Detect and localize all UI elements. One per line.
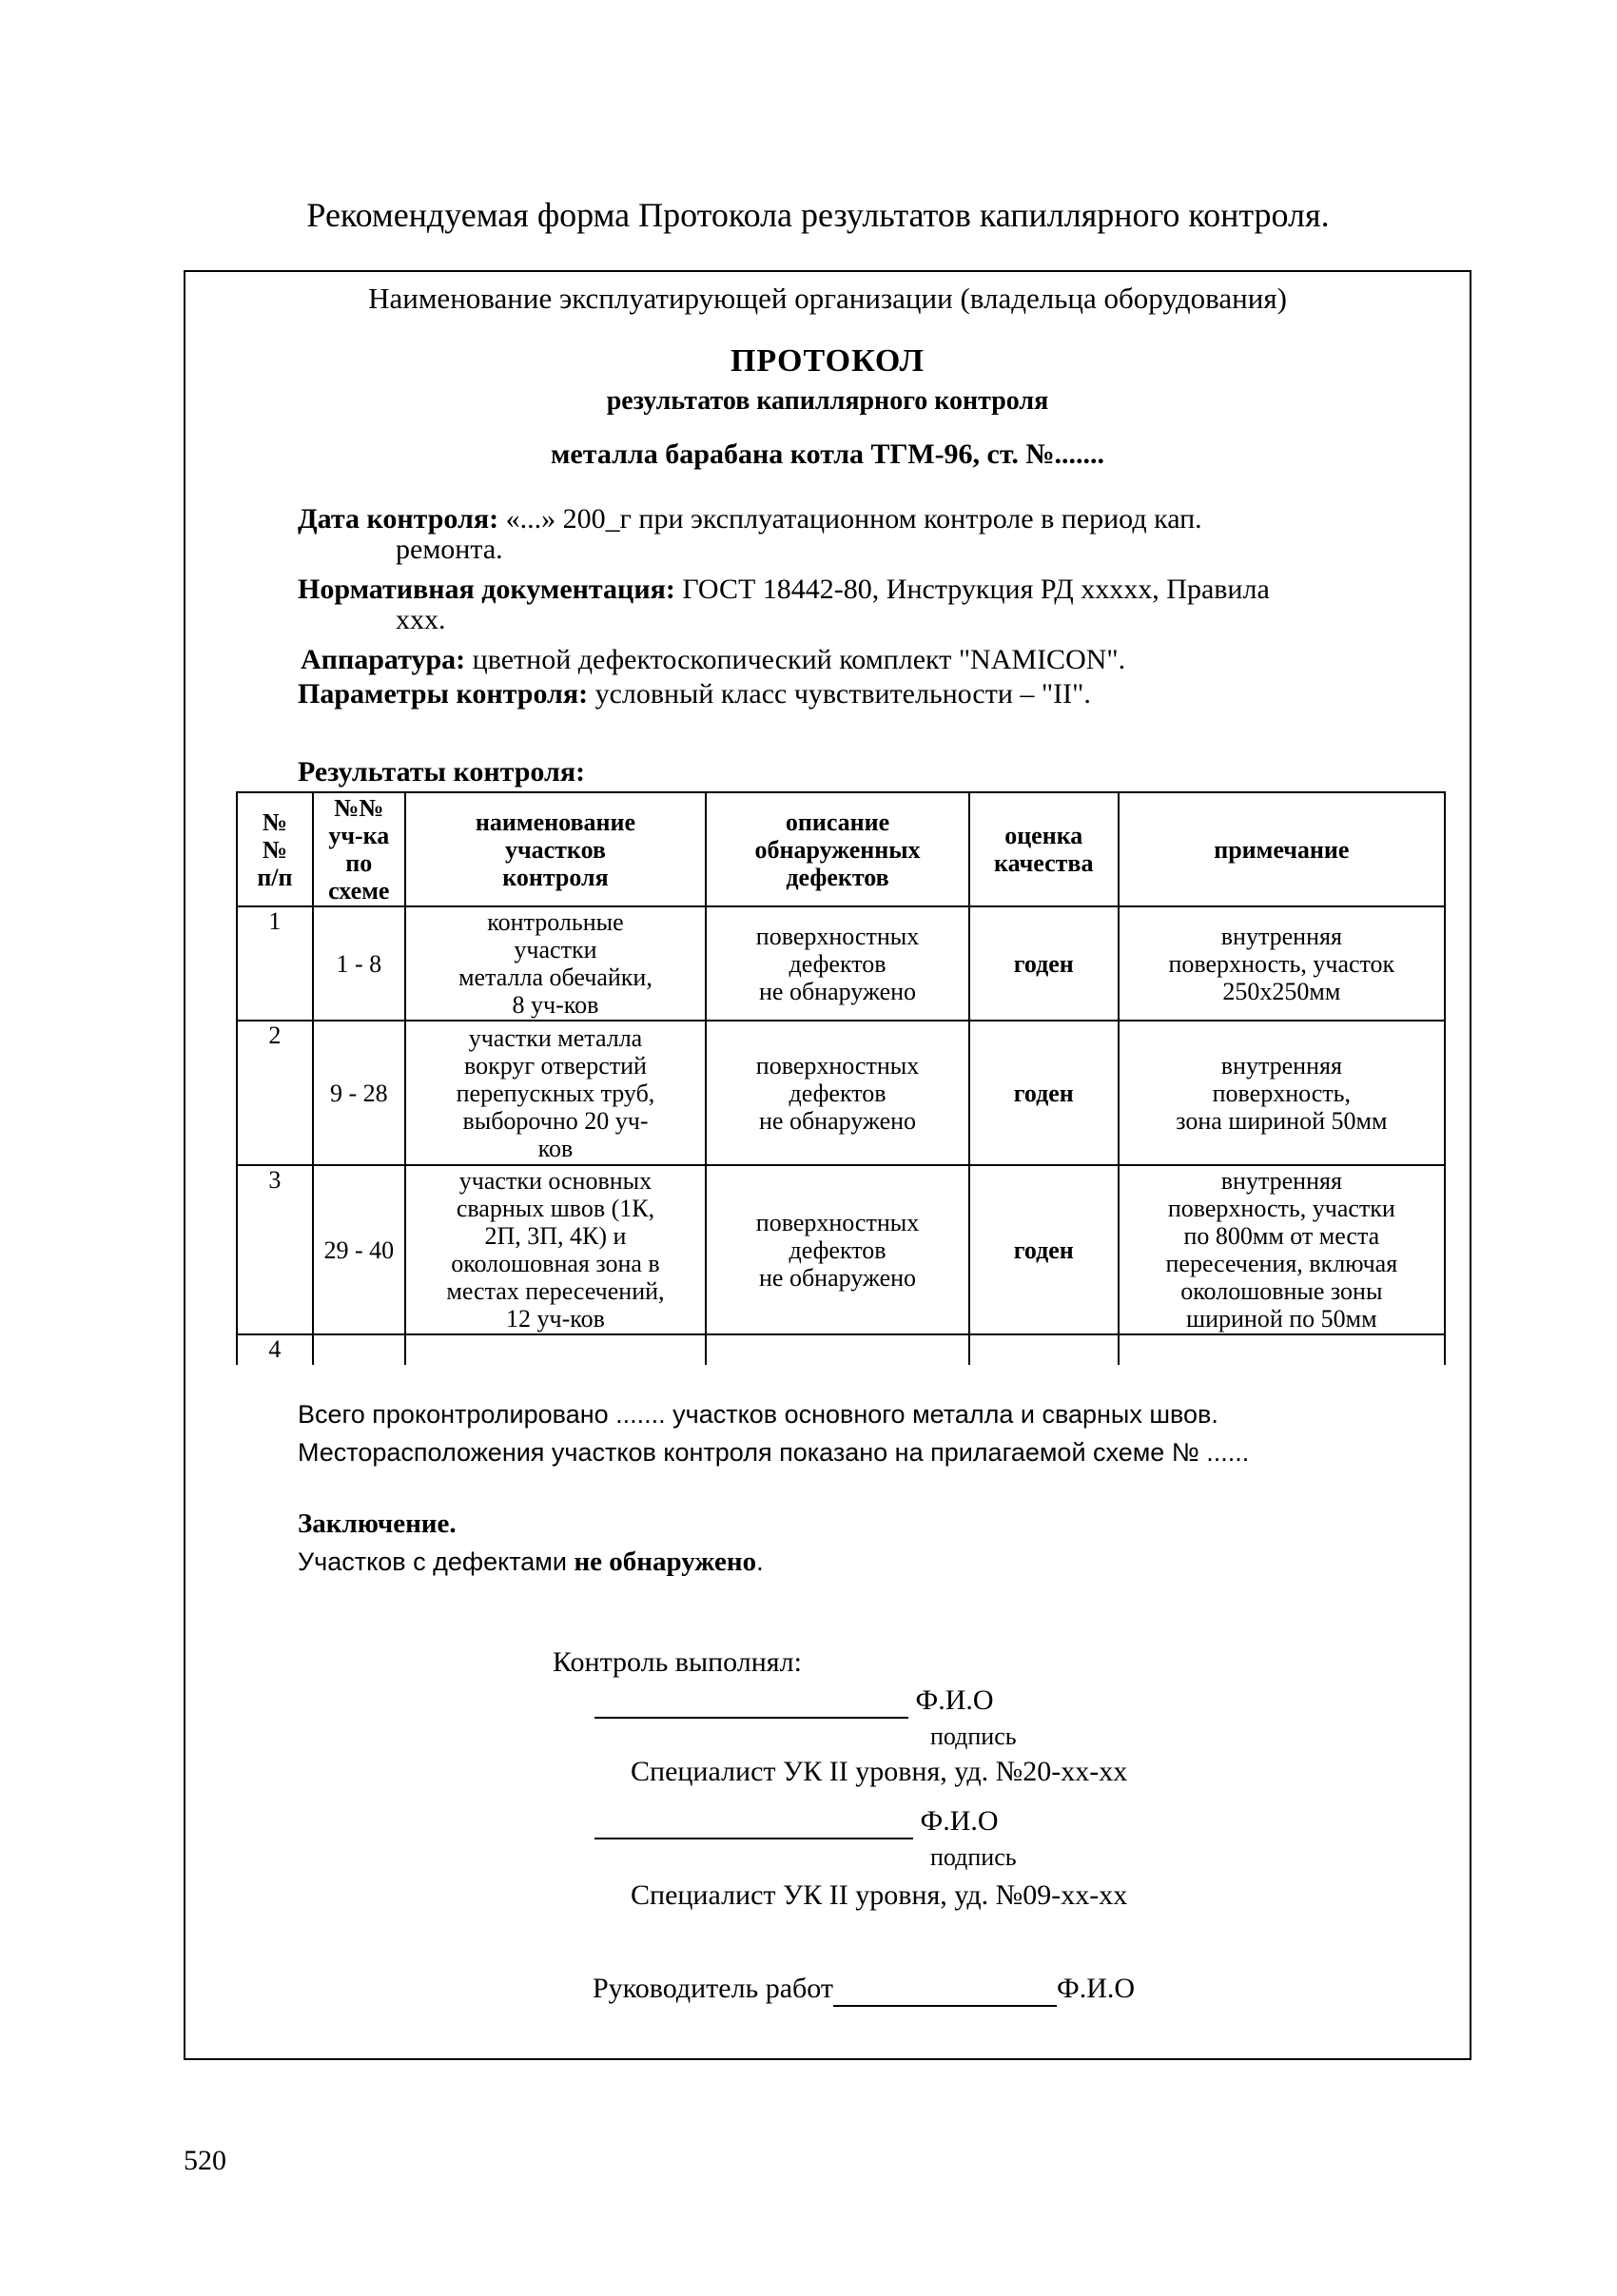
table-row (237, 906, 1445, 1021)
cell-line: по (345, 849, 373, 877)
control-date-label: Дата контроля: (298, 503, 499, 535)
cell-line: внутренняя (1220, 1167, 1342, 1195)
row-defects (706, 1165, 969, 1334)
cell-line: не обнаружено (759, 1263, 917, 1292)
cell-line: обнаруженных (754, 835, 921, 864)
cell-line: не обнаружено (759, 977, 917, 1005)
header-section (313, 792, 405, 906)
conclusion-title: Заключение. (298, 1508, 457, 1539)
header-name (405, 792, 706, 906)
row-num: 4 (237, 1334, 313, 1365)
cell-line: околошовные зоны (1180, 1277, 1383, 1305)
row-name (405, 906, 706, 1021)
signature-caption-1: подпись (930, 1722, 1017, 1750)
cell-line: металла обечайки, (458, 963, 653, 991)
cell-line: поверхностных (755, 1208, 920, 1236)
cell-line: зона шириной 50мм (1176, 1106, 1388, 1135)
summary-location: Месторасположения участков контроля показано на прилагаемой схеме № ...... (298, 1438, 1250, 1467)
cell-line: пересечения, включая (1165, 1250, 1398, 1277)
page-heading: Рекомендуемая форма Протокола результатов капиллярного контроля. (306, 196, 1330, 234)
normative-docs-value: ГОСТ 18442-80, Инструкция РД ххххх, Правила (682, 574, 1270, 605)
cell-line: поверхность, участки (1167, 1195, 1395, 1222)
table-row (237, 1334, 1445, 1365)
head-fio: Ф.И.О (1057, 1973, 1136, 2004)
fio-1: Ф.И.О (915, 1684, 994, 1716)
header-quality (969, 792, 1119, 906)
specialist-2: Специалист УК II уровня, уд. №09-хх-хх (631, 1879, 1128, 1911)
row-num: 3 (237, 1165, 313, 1334)
cell-line: дефектов (789, 949, 886, 978)
equipment-label: Аппаратура: (301, 644, 466, 675)
cell-line: участки (514, 936, 597, 963)
cell-line: внутренняя (1220, 922, 1342, 950)
row-name (405, 1165, 706, 1334)
cell-line: местах пересечений, (446, 1277, 665, 1305)
cell-line: 250х250мм (1222, 977, 1341, 1005)
results-table (236, 791, 1446, 1365)
cell-line: выборочно 20 уч- (462, 1106, 649, 1135)
signature-line-1 (594, 1684, 994, 1719)
cell-line: участки металла (468, 1023, 643, 1052)
cell-line: внутренняя (1220, 1051, 1342, 1080)
normative-docs-label: Нормативная документация: (298, 574, 675, 605)
row-quality (969, 1334, 1119, 1365)
cell-line: поверхность, (1212, 1079, 1352, 1107)
protocol-object: металла барабана котла ТГМ-96, ст. №....... (550, 438, 1104, 470)
control-date (298, 504, 1363, 565)
cell-line: дефектов (789, 1236, 886, 1264)
row-quality: годен (969, 906, 1119, 1021)
row-note (1119, 1021, 1445, 1165)
cell-line: описание (785, 807, 890, 836)
row-quality: годен (969, 1165, 1119, 1334)
equipment (301, 645, 1366, 675)
cell-line: наименование (475, 807, 636, 836)
cell-line: шириной по 50мм (1186, 1305, 1377, 1333)
cell-line: контроля (502, 863, 609, 891)
specialist-1: Специалист УК II уровня, уд. №20-хх-хх (631, 1756, 1128, 1787)
signature-line-2 (594, 1805, 999, 1839)
cell-line: поверхностных (755, 922, 920, 950)
control-date-continued: ремонта. (396, 534, 503, 565)
head-of-works (593, 1973, 1135, 2007)
cell-line: участки основных (458, 1167, 653, 1195)
cell-line: схеме (328, 877, 390, 905)
normative-docs (298, 574, 1363, 635)
row-name (405, 1334, 706, 1365)
row-note (1119, 1334, 1445, 1365)
conclusion-result: не обнаружено (574, 1547, 757, 1577)
cell-line: поверхность, участок (1168, 949, 1395, 978)
fio-2: Ф.И.О (920, 1805, 999, 1837)
signature-caption-2: подпись (930, 1843, 1017, 1871)
cell-line: 2П, 3П, 4К) и (484, 1222, 627, 1250)
row-sections: 9 - 28 (313, 1021, 405, 1165)
table-header-row (237, 792, 1445, 906)
cell-line: п/п (257, 863, 293, 891)
row-defects (706, 1334, 969, 1365)
conclusion-suffix: . (756, 1547, 764, 1576)
row-num: 1 (237, 906, 313, 1021)
control-parameters-label: Параметры контроля: (298, 678, 589, 710)
control-parameters (298, 679, 1363, 710)
protocol-form (184, 270, 1471, 2060)
performed-by-label: Контроль выполнял: (553, 1646, 802, 1678)
cell-line: ков (537, 1134, 574, 1162)
row-quality: годен (969, 1021, 1119, 1165)
conclusion-prefix: Участков с дефектами (298, 1547, 567, 1576)
cell-line: околошовная зона в (451, 1250, 660, 1277)
cell-line: № (262, 807, 287, 836)
cell-line: вокруг отверстий (463, 1051, 647, 1080)
cell-line: № (262, 835, 287, 864)
cell-line: №№ (334, 794, 384, 822)
row-sections: 29 - 40 (313, 1165, 405, 1334)
control-parameters-value: условный класс чувствительности – "II". (594, 678, 1091, 710)
row-defects (706, 906, 969, 1021)
signature-blank-1 (594, 1684, 908, 1719)
table-row (237, 1165, 1445, 1334)
cell-line: не обнаружено (759, 1106, 917, 1135)
row-sections: 1 - 8 (313, 906, 405, 1021)
cell-line: дефектов (789, 1079, 886, 1107)
page-number: 520 (184, 2145, 226, 2176)
cell-line: уч-ка (328, 822, 390, 849)
organization-name: Наименование эксплуатирующей организации (владельца оборудования) (368, 282, 1287, 315)
cell-line: поверхностных (755, 1051, 920, 1080)
equipment-value: цветной дефектоскопический комплект "NAMICON". (472, 644, 1126, 675)
header-num (237, 792, 313, 906)
cell-line: перепускных труб, (456, 1079, 655, 1107)
cell-line: участков (504, 835, 606, 864)
row-defects (706, 1021, 969, 1165)
cell-line: контрольные (487, 908, 624, 936)
cell-line: оценка (1004, 822, 1083, 849)
cell-line: 8 уч-ков (512, 991, 599, 1019)
normative-docs-continued: ххх. (396, 604, 446, 635)
cell-line: примечание (1214, 835, 1350, 864)
row-note (1119, 1165, 1445, 1334)
results-label: Результаты контроля: (298, 756, 586, 788)
cell-line: качества (994, 849, 1094, 877)
signature-blank-2 (594, 1805, 913, 1839)
cell-line: сварных швов (1К, (456, 1195, 655, 1222)
head-signature-blank (833, 1973, 1057, 2007)
cell-line: дефектов (786, 863, 889, 891)
cell-line: 12 уч-ков (506, 1305, 605, 1333)
row-sections (313, 1334, 405, 1365)
conclusion-text (298, 1547, 764, 1578)
summary-total: Всего проконтролировано ....... участков основного металла и сварных швов. (298, 1400, 1218, 1429)
table-row (237, 1021, 1445, 1165)
protocol-subtitle: результатов капиллярного контроля (606, 386, 1049, 416)
row-note (1119, 906, 1445, 1021)
row-num: 2 (237, 1021, 313, 1165)
header-defects (706, 792, 969, 906)
header-note (1119, 792, 1445, 906)
control-date-value: «...» 200_г при эксплуатационном контроле в период кап. (505, 503, 1202, 535)
row-name (405, 1021, 706, 1165)
head-of-works-label: Руководитель работ (593, 1973, 834, 2004)
cell-line: по 800мм от места (1183, 1222, 1380, 1250)
protocol-title: ПРОТОКОЛ (730, 343, 925, 379)
